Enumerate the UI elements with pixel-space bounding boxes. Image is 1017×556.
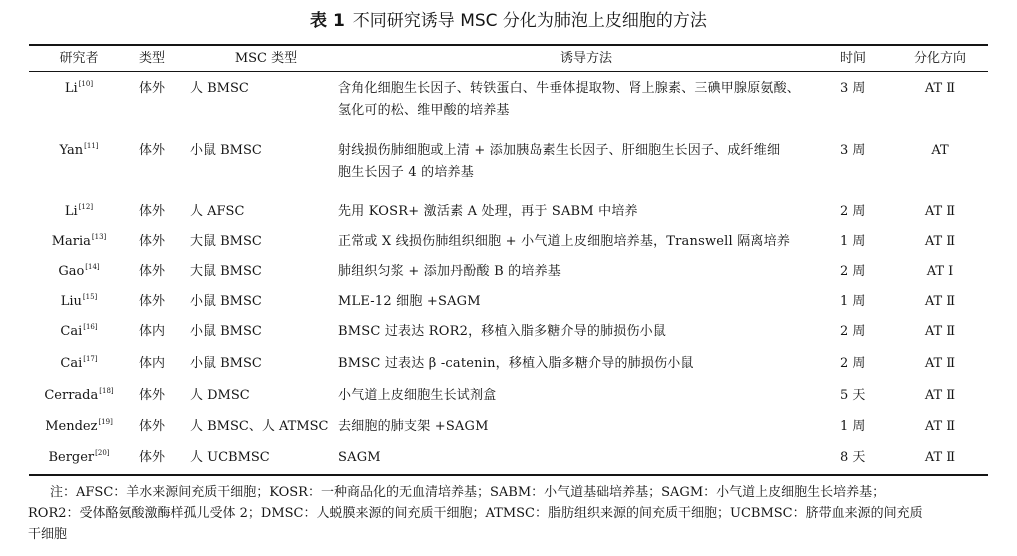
method-line: 氢化可的松、维甲酸的培养基 bbox=[338, 103, 510, 118]
cell-method bbox=[338, 201, 834, 223]
cell-msc-type: 人 UCBMSC bbox=[190, 450, 270, 465]
cell-time: 1 周 bbox=[840, 294, 866, 309]
author-name: Yan bbox=[59, 143, 84, 158]
method-line: BMSC 过表达 ROR2，移植入脂多糖介导的肺损伤小鼠 bbox=[338, 324, 667, 339]
cell-author bbox=[36, 321, 122, 343]
reference-number: [20] bbox=[95, 449, 110, 457]
reference-number: [16] bbox=[83, 323, 98, 331]
author-name: Gao bbox=[58, 264, 85, 279]
method-line: MLE-12 细胞 +SAGM bbox=[338, 294, 481, 309]
cell-author bbox=[36, 353, 122, 375]
method-line: 小气道上皮细胞生长试剂盒 bbox=[338, 388, 497, 403]
author-name: Berger bbox=[48, 450, 95, 465]
cell-direction: AT bbox=[931, 143, 949, 158]
cell-type: 体外 bbox=[138, 419, 165, 434]
cell-msc-type: 小鼠 BMSC bbox=[190, 294, 262, 309]
reference-number: [17] bbox=[83, 355, 98, 363]
author-name: Mendez bbox=[45, 419, 98, 434]
cell-direction: AT Ⅱ bbox=[924, 419, 956, 434]
cell-msc-type: 小鼠 BMSC bbox=[190, 324, 262, 339]
table-caption bbox=[0, 10, 1017, 32]
cell-direction: AT Ⅱ bbox=[924, 204, 956, 219]
cell-author bbox=[36, 140, 122, 162]
cell-method bbox=[338, 416, 834, 438]
method-line: 先用 KOSR+ 激活素 A 处理，再于 SABM 中培养 bbox=[338, 204, 638, 219]
table-caption-title: 不同研究诱导 MSC 分化为肺泡上皮细胞的方法 bbox=[352, 11, 707, 31]
cell-author bbox=[36, 231, 122, 253]
cell-direction: AT Ⅱ bbox=[924, 388, 956, 403]
cell-author bbox=[36, 291, 122, 313]
cell-method bbox=[338, 140, 834, 184]
cell-type: 体外 bbox=[138, 234, 165, 249]
cell-time: 5 天 bbox=[840, 388, 866, 403]
cell-method bbox=[338, 321, 834, 343]
cell-method bbox=[338, 231, 834, 253]
cell-type: 体外 bbox=[138, 143, 165, 158]
author-name: Cai bbox=[60, 356, 83, 371]
cell-method bbox=[338, 447, 834, 469]
cell-direction: AT Ⅱ bbox=[924, 294, 956, 309]
author-name: Liu bbox=[60, 294, 82, 309]
cell-type: 体外 bbox=[138, 81, 165, 96]
reference-number: [15] bbox=[82, 293, 98, 301]
cell-direction: AT Ⅰ bbox=[926, 264, 954, 279]
reference-number: [19] bbox=[98, 418, 113, 426]
cell-msc-type: 小鼠 BMSC bbox=[190, 356, 262, 371]
cell-method bbox=[338, 291, 834, 313]
cell-msc-type: 人 BMSC、人 ATMSC bbox=[190, 419, 329, 434]
cell-msc-type: 大鼠 BMSC bbox=[190, 264, 262, 279]
method-line: 含角化细胞生长因子、转铁蛋白、牛垂体提取物、肾上腺素、三碘甲腺原氨酸、 bbox=[338, 81, 801, 96]
author-name: Li bbox=[64, 204, 78, 219]
note-line: 注：AFSC：羊水来源间充质干细胞；KOSR：一种商品化的无血清培养基；SABM：小气道基础培养基；SAGM：小气道上皮细胞生长培养基； bbox=[50, 485, 886, 500]
reference-number: [10] bbox=[78, 80, 94, 88]
reference-number: [18] bbox=[99, 387, 114, 395]
cell-time: 3 周 bbox=[840, 81, 866, 96]
table-caption-label: 表 1 bbox=[310, 11, 345, 31]
header-time: 时间 bbox=[840, 51, 867, 66]
method-line: 肺组织匀浆 + 添加丹酚酸 B 的培养基 bbox=[338, 264, 561, 279]
note-line: ROR2：受体酪氨酸激酶样孤儿受体 2；DMSC：人蜕膜来源的间充质干细胞；ATMSC：脂肪组织来源的间充质干细胞；UCBMSC：脐带血来源的间充质 bbox=[28, 506, 923, 521]
table-header-rule bbox=[29, 71, 988, 72]
cell-method bbox=[338, 385, 834, 407]
header-method: 诱导方法 bbox=[559, 51, 612, 66]
cell-type: 体外 bbox=[138, 450, 165, 465]
cell-author bbox=[36, 261, 122, 283]
cell-type: 体外 bbox=[138, 264, 165, 279]
method-line: SAGM bbox=[338, 450, 381, 465]
cell-direction: AT Ⅱ bbox=[924, 81, 956, 96]
cell-method bbox=[338, 78, 834, 122]
method-line: 正常或 X 线损伤肺组织细胞 + 小气道上皮细胞培养基，Transwell 隔离培养 bbox=[338, 234, 791, 249]
cell-direction: AT Ⅱ bbox=[924, 450, 956, 465]
author-name: Li bbox=[64, 81, 78, 96]
cell-author bbox=[36, 416, 122, 438]
header-author: 研究者 bbox=[59, 51, 99, 66]
header-type: 类型 bbox=[138, 51, 165, 66]
method-line: 胞生长因子 4 的培养基 bbox=[338, 165, 474, 180]
author-name: Cai bbox=[60, 324, 83, 339]
cell-author bbox=[36, 201, 122, 223]
cell-msc-type: 大鼠 BMSC bbox=[190, 234, 262, 249]
cell-type: 体内 bbox=[138, 356, 165, 371]
cell-method bbox=[338, 261, 834, 283]
reference-number: [12] bbox=[78, 203, 94, 211]
cell-type: 体外 bbox=[138, 204, 165, 219]
cell-author bbox=[36, 385, 122, 407]
method-line: 射线损伤肺细胞或上清 + 添加胰岛素生长因子、肝细胞生长因子、成纤维细 bbox=[338, 143, 781, 158]
cell-time: 1 周 bbox=[840, 234, 866, 249]
cell-time: 1 周 bbox=[840, 419, 866, 434]
author-name: Maria bbox=[51, 234, 91, 249]
header-direction: 分化方向 bbox=[913, 51, 966, 66]
header-msc-type: MSC 类型 bbox=[234, 51, 298, 66]
cell-time: 2 周 bbox=[840, 264, 866, 279]
cell-msc-type: 人 BMSC bbox=[190, 81, 249, 96]
cell-time: 8 天 bbox=[840, 450, 866, 465]
cell-type: 体外 bbox=[138, 388, 165, 403]
cell-type: 体外 bbox=[138, 294, 165, 309]
cell-time: 3 周 bbox=[840, 143, 866, 158]
author-name: Cerrada bbox=[44, 388, 99, 403]
method-line: BMSC 过表达 β -catenin，移植入脂多糖介导的肺损伤小鼠 bbox=[338, 356, 694, 371]
cell-msc-type: 人 AFSC bbox=[190, 204, 245, 219]
cell-author bbox=[36, 447, 122, 469]
cell-time: 2 周 bbox=[840, 204, 866, 219]
note-line: 干细胞 bbox=[28, 527, 68, 542]
cell-time: 2 周 bbox=[840, 324, 866, 339]
reference-number: [11] bbox=[84, 142, 99, 150]
cell-direction: AT Ⅱ bbox=[924, 356, 956, 371]
table-bottom-rule bbox=[29, 474, 988, 476]
cell-author bbox=[36, 78, 122, 100]
cell-method bbox=[338, 353, 834, 375]
cell-time: 2 周 bbox=[840, 356, 866, 371]
cell-msc-type: 小鼠 BMSC bbox=[190, 143, 262, 158]
cell-direction: AT Ⅱ bbox=[924, 324, 956, 339]
cell-msc-type: 人 DMSC bbox=[190, 388, 250, 403]
cell-type: 体内 bbox=[138, 324, 165, 339]
cell-direction: AT Ⅱ bbox=[924, 234, 956, 249]
method-line: 去细胞的肺支架 +SAGM bbox=[338, 419, 489, 434]
reference-number: [14] bbox=[85, 263, 100, 271]
reference-number: [13] bbox=[91, 233, 107, 241]
